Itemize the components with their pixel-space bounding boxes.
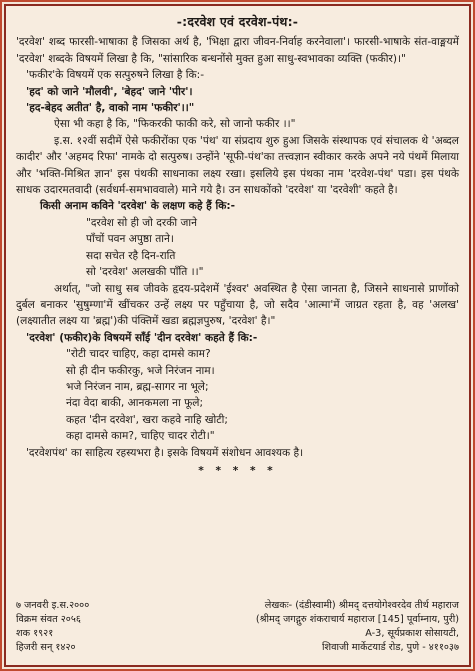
poem-2-line: कहत 'दीन दरवेश', खरा कहवे नाहि खोटी;	[66, 413, 228, 426]
poem-1-line: सदा सचेत रहै दिन-राति	[86, 249, 176, 262]
footer-row	[16, 613, 459, 627]
quote-line-2: 'हद-बेहद अतीत' है, वाको नाम 'फकीर'।।"	[26, 102, 195, 115]
footer-shaka: शक १९२१	[16, 628, 54, 639]
footer-date: ७ जनवरी इ.स.२०००	[16, 600, 90, 611]
footer-title: (श्रीमद् जगद्गुरु शंकराचार्य महाराज [145] पूर्वाम्नाय, पुरी)	[255, 614, 459, 625]
poem-1-line: "दरवेश सो ही जो दरकी जाने	[86, 216, 197, 229]
footer-row	[16, 641, 459, 655]
section-heading-1: किसी अनाम कविने 'दरवेश' के लक्षण कहे हैं कि:-	[40, 200, 236, 213]
quote-line-1: 'हद' को जाने 'मौलवी', 'बेहद' जाने 'पीर'।	[26, 85, 193, 98]
footer-vikram: विक्रम संवत २०५६	[16, 614, 81, 625]
fakir-intro: 'फकीर'के विषयमें एक सत्पुरुषने लिखा है कि:-	[26, 69, 205, 82]
article	[16, 14, 459, 657]
poem-2-line: "रोटी चादर चाहिए, कहा दामसे काम?	[66, 348, 211, 361]
footer-hijri: हिजरी सन् १४२०	[16, 642, 76, 653]
saying-paragraph: ऐसा भी कहा है कि, "फिकरकी फाकी करे, सो जानो फकीर ।।"	[54, 118, 296, 131]
history-paragraph: इ.स. १२वीं सदीमें ऐसे फकीरोंका एक 'पंथ' या संप्रदाय शुरु हुआ जिसके संस्थापक एवं संचालक थे 'अब्दल कादीर' और 'अहमद रिफा' नामके दो सत्पुरुष। उन्होंने 'सूफी-पंथ'का तत्त्वज्ञान स्वीकार करके अपने नये पंथमें मिलाया और 'भक्ति-मिश्रित ज्ञान' इस पंथकी साधनाका लक्ष्य रखा। इसलिये इस पंथका नाम 'दरवेश-पंथ' पडा। इस पंथके साधक उदारमतवादी (सर्वधर्म-समभाववाले) माने गये है। उन साधकोंको 'दरवेश' या 'दरवेशी' कहते है।	[16, 134, 459, 197]
page-frame	[4, 4, 471, 667]
poem-2-line: नंदा वेदा बाकी, आनकमला ना फूले;	[66, 397, 204, 410]
poem-1-line: पाँचों पवन अपुष्ठा ताने।	[86, 233, 174, 246]
footer-address-1: A-3, सूर्यप्रकाश सोसायटी,	[365, 628, 459, 639]
poem-1-line: सो 'दरवेश' अलखकी पाँति ।।"	[86, 266, 204, 279]
footer-author: लेखकः- (दंडीस्वामी) श्रीमद् दत्तयोगेश्वरदेव तीर्थ महाराज	[264, 600, 459, 611]
poem-2	[66, 346, 459, 444]
poem-1	[86, 215, 459, 281]
intro-paragraph: 'दरवेश' शब्द फारसी-भाषाका है जिसका अर्थ है, 'भिक्षा द्वारा जीवन-निर्वाह करनेवाला'। फारसी-भाषाके संत-वाङ्मयमें 'दरवेश' शब्दके विषयमें लिखा है कि, "सांसारिक बन्धनोंसे मुक्त हुआ साधु-स्वभावका व्यक्ति (फकीर)।"	[16, 36, 459, 65]
section-heading-2: 'दरवेश' (फकीर)के विषयमें साँई 'दीन दरवेश' कहते हैं कि:-	[26, 331, 258, 344]
footer-row	[16, 627, 459, 641]
closing-paragraph: 'दरवेशपंथ' का साहित्य रहस्यभरा है। इसके विषयमें संशोधन आवश्यक है।	[26, 446, 304, 459]
meaning-paragraph: अर्थात्, "जो साधु सब जीवके हृदय-प्रदेशमें 'ईश्वर' अवस्थित है ऐसा जानता है, जिसने साधनासे प्राणोंको दुर्बल बनाकर 'सुषुम्णा'में खींचकर उन्हें लक्ष्य पर पहुँचाया है, जो सदैव 'आत्मा'में जाग्रत रहता है, वह 'अलख' (लक्ष्यातीत लक्ष्य या 'ब्रह्म')की पंक्तिमें खडा ब्रह्मज्ञपुरुष, 'दरवेश' है।"	[16, 282, 459, 328]
page-title: -:दरवेश एवं दरवेश-पंथ:-	[176, 14, 299, 29]
poem-2-line: कहा दामसे काम?, चाहिए चादर रोटी।"	[66, 430, 215, 443]
separator-stars: * * * * *	[198, 464, 277, 477]
footer-address-2: शिवाजी मार्केटयार्ड रोड, पुणे - ४११०३७	[322, 642, 459, 653]
footer-row	[16, 599, 459, 613]
poem-2-line: भजे निरंजन नाम, ब्रह्म-सागर ना भूले;	[66, 380, 209, 393]
poem-2-line: सो ही दीन फकीरकु, भजे निरंजन नाम।	[66, 364, 215, 377]
footer	[16, 599, 459, 655]
